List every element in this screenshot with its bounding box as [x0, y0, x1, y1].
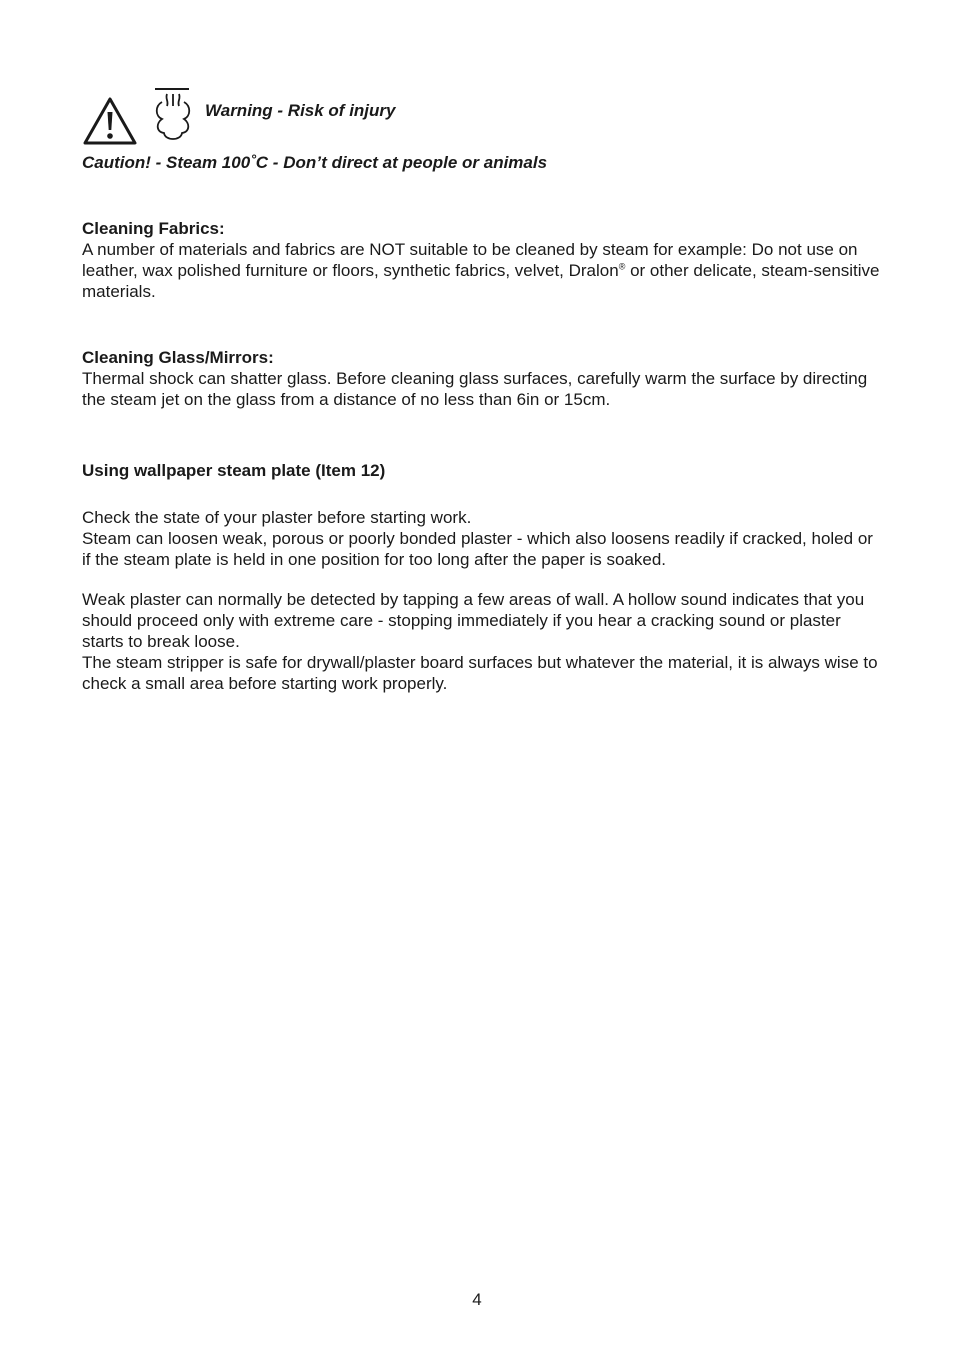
wallpaper-paragraph-2: [82, 589, 882, 694]
section-wallpaper: [82, 460, 882, 481]
fabrics-text-b: or other delicate, steam-sensitive materials.: [82, 261, 880, 301]
registered-mark: ®: [618, 261, 626, 272]
wallpaper-p2-line1: Weak plaster can normally be detected by tapping a few areas of wall. A hollow sound indicates that you should proceed only with extreme care - stopping immediately if you hear a cracking sound or plaster starts to break loose.: [82, 590, 865, 651]
warning-triangle-icon: [82, 96, 138, 146]
warning-title: Warning - Risk of injury: [205, 101, 396, 120]
glass-heading: Cleaning Glass/Mirrors:: [82, 348, 274, 367]
wallpaper-p1-line1: Check the state of your plaster before starting work.: [82, 508, 472, 527]
caution-text: Caution! - Steam 100˚C - Don’t direct at people or animals: [82, 153, 548, 172]
glass-paragraph: Thermal shock can shatter glass. Before cleaning glass surfaces, carefully warm the surface by directing the steam jet on the glass from a distance of no less than 6in or 15cm.: [82, 369, 868, 409]
section-cleaning-fabrics: [82, 218, 882, 302]
wallpaper-heading: Using wallpaper steam plate (Item 12): [82, 461, 386, 480]
steam-hot-icon: [152, 86, 194, 146]
wallpaper-p2-line2: The steam stripper is safe for drywall/plaster board surfaces but whatever the material, it is always wise to check a small area before starting work properly.: [82, 653, 878, 693]
warning-header: [82, 86, 782, 148]
page-number: 4: [472, 1290, 482, 1309]
wallpaper-paragraph-1: [82, 507, 882, 570]
wallpaper-p1-line2: Steam can loosen weak, porous or poorly bonded plaster - which also loosens readily if cracked, holed or if the steam plate is held in one position for too long after the paper is soaked.: [82, 529, 873, 569]
section-cleaning-glass: [82, 347, 882, 410]
fabrics-heading: Cleaning Fabrics:: [82, 219, 225, 238]
fabrics-paragraph: [82, 239, 882, 302]
fabrics-text-a: A number of materials and fabrics are NOT suitable to be cleaned by steam for example: Do not use on leather, wax polished furniture or floors, synthetic fabrics, velvet, Dralon: [82, 240, 858, 280]
